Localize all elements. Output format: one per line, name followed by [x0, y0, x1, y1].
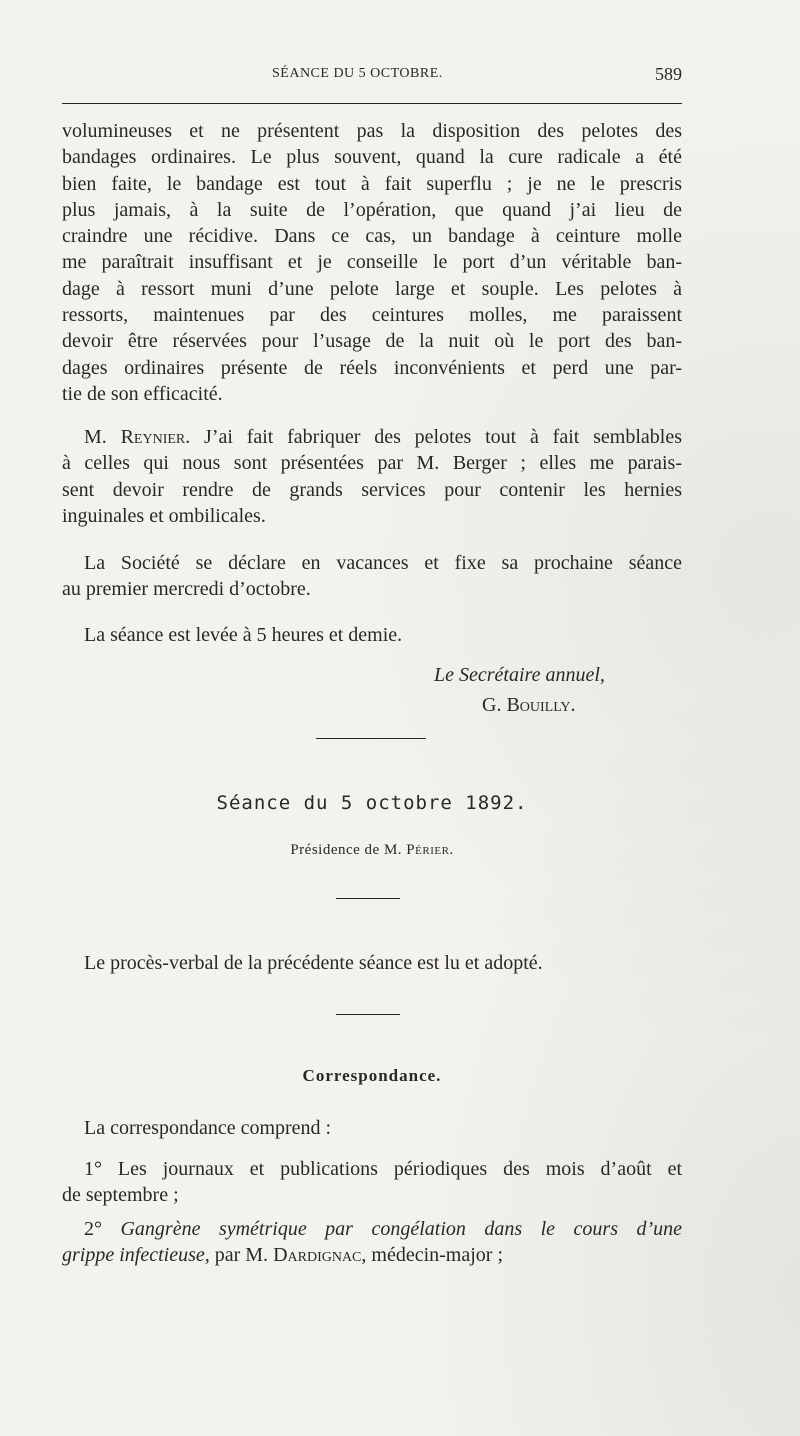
by-text: par M.: [209, 1244, 274, 1267]
text-line: bandages ordinaires. Le plus souvent, quand la cure radicale a été: [62, 146, 682, 169]
author-trail: , médecin-major ;: [361, 1244, 504, 1267]
text-line: au premier mercredi d’octobre.: [62, 578, 311, 601]
text-line: dage à ressort muni d’une pelote large et souple. Les pelotes à: [62, 277, 682, 300]
work-title: Gangrène symétrique par congélation dans le cours d’une: [120, 1218, 682, 1240]
author-name: Dardignac: [273, 1244, 362, 1267]
section-divider: [336, 898, 400, 899]
section-divider: [316, 738, 426, 739]
text-line: à celles qui nous sont présentées par M. Berger ; elles me parais-: [62, 452, 682, 475]
correspondence-item-1: [62, 1156, 682, 1209]
text-line: plus jamais, à la suite de l’opération, que quand j’ai lieu de: [62, 198, 682, 221]
correspondence-heading: Correspondance.: [302, 1066, 442, 1085]
paragraph-minutes: [62, 950, 682, 976]
text-line: sent devoir rendre de grands services pour contenir les hernies: [62, 478, 682, 501]
speaker-name: Reynier: [120, 426, 186, 448]
text-line: bien faite, le bandage est tout à fait superflu ; je ne le prescris: [62, 172, 682, 195]
signature-surname: Bouilly: [506, 694, 571, 717]
text-line: La Société se déclare en vacances et fixe sa prochaine séance: [84, 552, 682, 574]
running-title: SÉANCE DU 5 OCTOBRE.: [272, 66, 443, 81]
presidency-suffix: .: [449, 842, 454, 858]
text-line: [62, 424, 682, 450]
text-line: me paraîtrait insuffisant et je conseille le port d’un véritable ban-: [62, 251, 682, 274]
session-title: Séance du 5 octobre 1892.: [216, 792, 528, 814]
text-line: dages ordinaires présente de réels inconvénients et perd une par-: [62, 356, 682, 379]
running-head: [62, 64, 682, 90]
text-line: [62, 1242, 682, 1268]
signature-name: [62, 692, 682, 718]
text-line: Le procès-verbal de la précédente séance est lu et adopté.: [84, 952, 543, 974]
signature-role: Le Secrétaire annuel,: [434, 664, 605, 686]
text-line: La séance est levée à 5 heures et demie.: [84, 624, 403, 646]
text-line: tie de son efficacité.: [62, 382, 223, 405]
text-line: ressorts, maintenues par des ceintures molles, me paraissent: [62, 304, 682, 327]
session-presidency: [62, 842, 682, 859]
president-name: Périer: [406, 842, 450, 858]
item-number: 2°: [84, 1218, 121, 1240]
text-line: La correspondance comprend :: [84, 1117, 332, 1139]
text-line: 1° Les journaux et publications périodiques des mois d’août et: [84, 1158, 682, 1180]
text-line: volumineuses et ne présentent pas la disposition des pelotes des: [62, 120, 682, 142]
page-number: 589: [655, 64, 682, 84]
correspondence-item-2: [62, 1216, 682, 1269]
paragraph-levee: [62, 622, 682, 648]
speaker-prefix: M.: [84, 426, 121, 448]
speech-start: . J’ai fait fabriquer des pelotes tout à fait semblables: [185, 426, 682, 448]
text-line: de septembre ;: [62, 1184, 179, 1207]
presidency-prefix: Présidence de M.: [290, 842, 407, 858]
paragraph-reynier: [62, 424, 682, 529]
paragraph-bandages: [62, 118, 682, 407]
signature-block: [62, 662, 682, 719]
work-title-cont: grippe infectieuse,: [62, 1244, 210, 1267]
section-divider: [336, 1014, 400, 1015]
text-line: [62, 1216, 682, 1242]
correspondence-intro: [62, 1115, 682, 1141]
text-line: inguinales et ombilicales.: [62, 504, 266, 527]
paragraph-vacances: [62, 550, 682, 603]
header-rule: [62, 103, 682, 104]
text-line: craindre une récidive. Dans ce cas, un bandage à ceinture molle: [62, 225, 682, 248]
text-line: devoir être réservées pour l’usage de la nuit où le port des ban-: [62, 330, 682, 353]
signature-initial: G.: [482, 694, 507, 717]
signature-trail: .: [570, 694, 576, 717]
